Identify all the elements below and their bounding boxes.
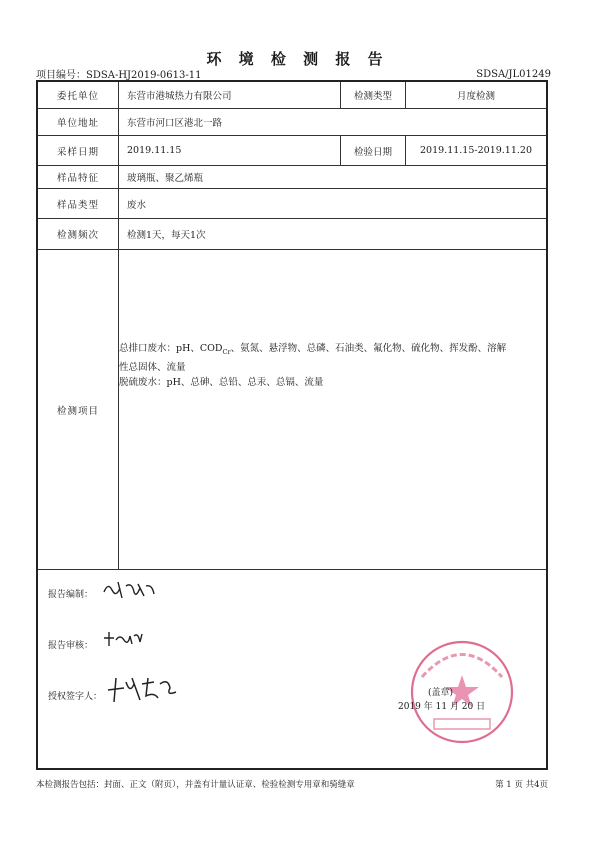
report-table xyxy=(36,80,548,770)
address-label: 单位地址 xyxy=(38,109,119,135)
items-line-2: 性总固体、流量 xyxy=(119,361,186,373)
form-code: SDSA/JL01249 xyxy=(476,69,551,80)
authorized-signature-image xyxy=(106,674,186,704)
row-dates xyxy=(38,136,546,166)
sample-feature-label: 样品特征 xyxy=(38,166,119,188)
page-number: 第 1 页 共4页 xyxy=(495,780,548,790)
seal-note: (盖章) xyxy=(428,688,454,698)
inspection-date-value: 2019.11.15-2019.11.20 xyxy=(420,145,532,156)
client-label: 委托单位 xyxy=(38,82,119,108)
test-type-value: 月度检测 xyxy=(456,91,495,102)
reviewed-label: 报告审核： xyxy=(48,641,94,651)
reviewer-signature-image xyxy=(100,628,160,650)
items-content xyxy=(119,341,539,390)
authorized-label: 授权签字人： xyxy=(48,692,103,702)
items-line-1: 总排口废水：pH、$COD_{Cr}$、氨氮、悬浮物、总磷、石油类、氟化物、硫化物、挥发酚、溶解 xyxy=(119,343,507,356)
compiler-signature-image xyxy=(100,578,160,602)
project-number: 项目编号：SDSA-HJ2019-0613-11 xyxy=(36,70,202,81)
row-address xyxy=(38,109,546,136)
sample-type-label: 样品类型 xyxy=(38,189,119,218)
items-label: 检测项目 xyxy=(38,250,119,569)
address-value: 东营市河口区港北一路 xyxy=(127,118,223,129)
items-line-3: 脱硫废水：pH、总砷、总铅、总汞、总镉、流量 xyxy=(119,376,324,388)
frequency-value: 检测1天，每天1次 xyxy=(127,230,206,241)
report-date: 2019 年 11 月 20 日 xyxy=(398,702,486,712)
client-value: 东营市港城热力有限公司 xyxy=(127,91,232,102)
report-title: 环 境 检 测 报 告 xyxy=(206,50,389,68)
row-test-items xyxy=(38,250,546,570)
test-type-label: 检测类型 xyxy=(340,82,406,108)
frequency-label: 检测频次 xyxy=(38,219,119,249)
row-frequency xyxy=(38,219,546,250)
sample-feature-value: 玻璃瓶、聚乙烯瓶 xyxy=(127,173,204,184)
sampling-date-value: 2019.11.15 xyxy=(127,145,182,156)
cod-subscript: Cr xyxy=(222,347,231,356)
row-sample-feature xyxy=(38,166,546,189)
footer-note: 本检测报告包括：封面、正文（附页），并盖有计量认证章、检验检测专用章和骑缝章 xyxy=(36,780,355,790)
sample-type-value: 废水 xyxy=(127,199,147,211)
company-seal-stamp xyxy=(402,637,522,747)
row-client xyxy=(38,82,546,109)
inspection-date-label: 检验日期 xyxy=(340,136,406,165)
compiled-label: 报告编制： xyxy=(48,590,94,600)
sampling-date-label: 采样日期 xyxy=(38,136,119,165)
row-sample-type xyxy=(38,189,546,219)
